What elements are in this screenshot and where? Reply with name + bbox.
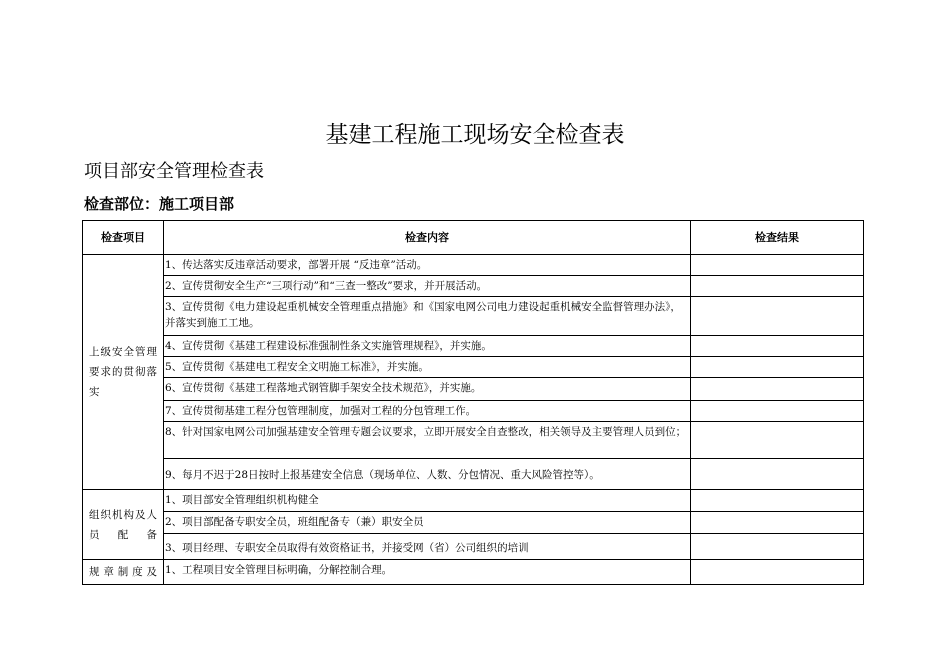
result-cell[interactable]: [691, 512, 864, 534]
table-row: [83, 336, 864, 357]
table-row: [83, 297, 864, 336]
content-cell: 1、工程项目安全管理目标明确，分解控制合理。: [164, 560, 691, 585]
result-cell[interactable]: [691, 276, 864, 297]
table-row: [83, 378, 864, 401]
category-cell: 组织机构及人员配备: [83, 490, 164, 560]
content-cell: 1、项目部安全管理组织机构健全: [164, 490, 691, 512]
content-cell: 5、宣传贯彻《基建电工程安全文明施工标准》，并实施。: [164, 357, 691, 378]
inspection-department: 检查部位：施工项目部: [84, 195, 235, 213]
result-cell[interactable]: [691, 490, 864, 512]
result-cell[interactable]: [691, 297, 864, 336]
header-inspection-content: 检查内容: [164, 221, 691, 255]
table-row: [83, 512, 864, 534]
content-cell: 3、项目经理、专职安全员取得有效资格证书，并接受网（省）公司组织的培训: [164, 534, 691, 560]
header-inspection-item: 检查项目: [83, 221, 164, 255]
header-inspection-result: 检查结果: [691, 221, 864, 255]
result-cell[interactable]: [691, 378, 864, 401]
document-subtitle: 项目部安全管理检查表: [84, 161, 264, 182]
result-cell[interactable]: [691, 336, 864, 357]
content-cell: 3、宣传贯彻《电力建设起重机械安全管理重点措施》和《国家电网公司电力建设起重机械安全监督管理办法》，并落实到施工工地。: [164, 297, 691, 336]
table-row: [83, 459, 864, 490]
result-cell[interactable]: [691, 459, 864, 490]
table-row: [83, 357, 864, 378]
content-cell: 2、宣传贯彻安全生产“三项行动”和“三查一整改”要求，并开展活动。: [164, 276, 691, 297]
result-cell[interactable]: [691, 401, 864, 422]
category-cell: 上级安全管理要求的贯彻落实: [83, 255, 164, 490]
table-row: [83, 401, 864, 422]
category-cell: 规章制度及: [83, 560, 164, 585]
content-cell: 7、宣传贯彻基建工程分包管理制度，加强对工程的分包管理工作。: [164, 401, 691, 422]
result-cell[interactable]: [691, 357, 864, 378]
result-cell[interactable]: [691, 422, 864, 459]
table-row: [83, 560, 864, 585]
content-cell: 2、项目部配备专职安全员，班组配备专（兼）职安全员: [164, 512, 691, 534]
table-header-row: [83, 221, 864, 255]
table-row: [83, 422, 864, 459]
content-cell: 1、传达落实反违章活动要求，部署开展 “反违章”活动。: [164, 255, 691, 276]
document-title: 基建工程施工现场安全检查表: [325, 122, 625, 148]
table-row: [83, 490, 864, 512]
content-cell: 6、宣传贯彻《基建工程落地式钢管脚手架安全技术规范》，并实施。: [164, 378, 691, 401]
table-row: [83, 534, 864, 560]
result-cell[interactable]: [691, 534, 864, 560]
content-cell: 4、宣传贯彻《基建工程建设标准强制性条文实施管理规程》，并实施。: [164, 336, 691, 357]
content-cell: 9、每月不迟于28日按时上报基建安全信息（现场单位、人数、分包情况、重大风险管控等）。: [164, 459, 691, 490]
inspection-table: [82, 220, 864, 585]
table-row: [83, 255, 864, 276]
result-cell[interactable]: [691, 560, 864, 585]
result-cell[interactable]: [691, 255, 864, 276]
table-row: [83, 276, 864, 297]
content-cell: 8、针对国家电网公司加强基建安全管理专题会议要求，立即开展安全自查整改，相关领导及主要管理人员到位；: [164, 422, 691, 459]
